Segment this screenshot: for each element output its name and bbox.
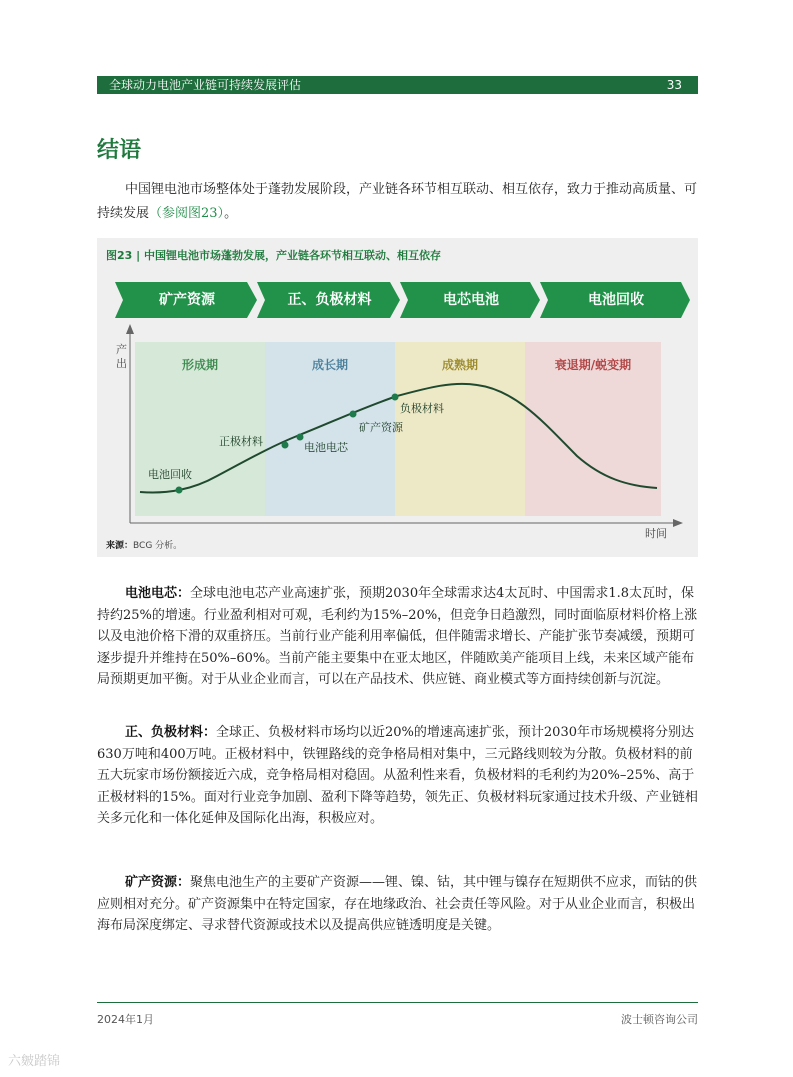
header-bar [97, 76, 698, 94]
footer-divider [97, 1002, 698, 1003]
intro-text: 中国锂电池市场整体处于蓬勃发展阶段，产业链各环节相互联动、相互依存，致力于推动高质量、可持续发展 [97, 182, 698, 221]
point-anode [350, 411, 357, 418]
figure-reference-link[interactable]: （参阅图23） [149, 206, 225, 221]
section-heading: 结语 [97, 137, 142, 163]
paragraph-text: 聚焦电池生产的主要矿产资源——锂、镍、钴，其中锂与镍存在短期供不应求，而钴的供应则相对充分。矿产资源集中在特定国家，存在地缘政治、社会责任等风险。对于从业企业而言，积极出海布局深度绑定、寻求替代资源或技术以及提高供应链透明度是关键。 [97, 875, 698, 933]
figure-source [106, 538, 182, 551]
label-battery-recycling: 电池回收 [148, 468, 192, 481]
paragraph-lead: 矿产资源： [125, 875, 191, 890]
figure-23 [97, 238, 698, 557]
phase-label: 形成期 [181, 358, 218, 372]
phase-label: 成长期 [311, 358, 348, 372]
lifecycle-chart [97, 238, 698, 557]
point-cathode [282, 442, 289, 449]
source-text: BCG 分析。 [133, 541, 183, 551]
x-axis-label: 时间 [645, 527, 667, 540]
paragraph-text: 全球电池电芯产业高速扩张，预期2030年全球需求达4太瓦时、中国需求1.8太瓦时，保持约25%的增速。行业盈利相对可观，毛利约为15%–20%，但竞争日趋激烈，同时面临原材料价格上涨以及电池价格下滑的双重挤压。当前行业产能利用率偏低，但伴随需求增长、产能扩张节奏减缓，预期可逐步提升并维持在50%–60%。当前产能主要集中在亚太地区，伴随欧美产能项目上线，未来区域产能布局预期更加平衡。对于从业企业而言，可以在产品技术、供应链、商业模式等方面持续创新与沉淀。 [97, 586, 698, 687]
y-axis-arrow [126, 324, 134, 334]
intro-end: 。 [224, 206, 238, 221]
paragraph-lead: 电池电芯： [125, 586, 191, 601]
paragraph-materials [97, 722, 701, 830]
intro-paragraph [97, 178, 701, 226]
footer-date: 2024年1月 [97, 1013, 154, 1026]
stage-cathode-anode: 正、负极材料 [287, 292, 372, 308]
point-mineral [392, 394, 399, 401]
phase-label: 成熟期 [441, 358, 478, 372]
x-axis-arrow [673, 519, 683, 527]
source-label: 来源： [106, 541, 134, 551]
point-battery-recycling [176, 487, 183, 494]
label-cell: 电池电芯 [304, 441, 348, 454]
footer-company: 波士顿咨询公司 [621, 1013, 698, 1026]
paragraph-cell [97, 583, 701, 691]
figure-title: 图23 | 中国锂电池市场蓬勃发展，产业链各环节相互联动、相互依存 [106, 249, 441, 262]
label-anode: 负极材料 [400, 402, 444, 415]
y-axis-label: 产出 [116, 343, 127, 370]
lifecycle-curve [140, 384, 657, 493]
paragraph-lead: 正、负极材料： [125, 725, 217, 740]
watermark-logo: 六皴踏锦 [8, 1054, 61, 1069]
paragraph-text: 全球正、负极材料市场均以近20%的增速高速扩张，预计2030年市场规模将分别达630万吨和400万吨。正极材料中，铁锂路线的竞争格局相对集中，三元路线则较为分散。负极材料的前五大玩家市场份额接近六成，竞争格局相对稳固。从盈利性来看，负极材料的毛利约为20%–25%、高于正极材料的15%。面对行业竞争加剧、盈利下降等趋势，领先正、负极材料玩家通过技术升级、产业链相关多元化和一体化延伸及国际化出海，积极应对。 [97, 725, 698, 826]
label-mineral: 矿产资源 [359, 421, 403, 434]
stage-cell-battery: 电芯电池 [443, 292, 499, 308]
label-cathode: 正极材料 [219, 435, 263, 448]
point-cell [297, 434, 304, 441]
header-title: 全球动力电池产业链可持续发展评估 [109, 78, 302, 92]
stage-battery-recycling: 电池回收 [588, 292, 644, 308]
phase-label: 衰退期/蜕变期 [554, 358, 632, 372]
stage-mineral-resources: 矿产资源 [159, 292, 215, 308]
paragraph-minerals [97, 872, 701, 937]
page-number: 33 [666, 78, 682, 92]
